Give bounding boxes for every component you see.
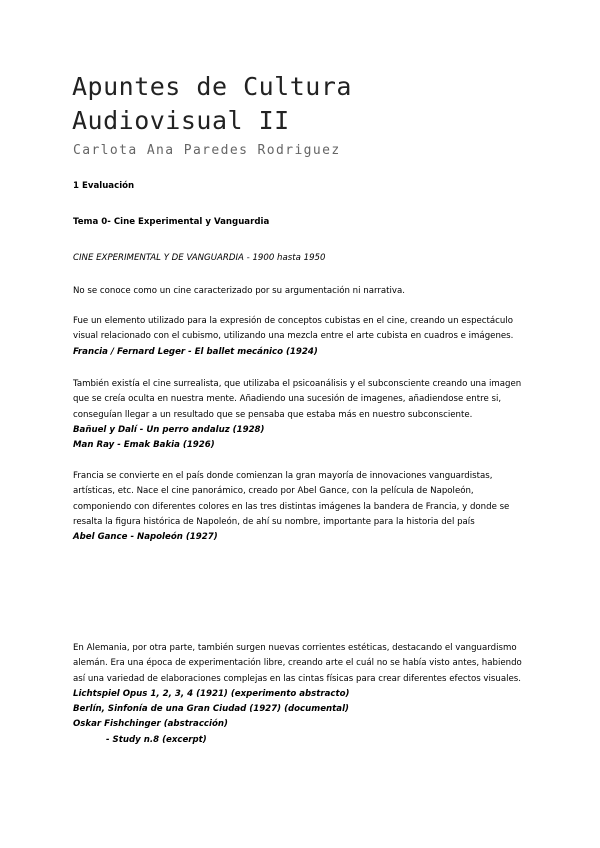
author-subtitle: Carlota Ana Paredes Rodriguez — [73, 143, 341, 158]
paragraph-4 — [73, 469, 533, 545]
paragraph-4-reference: Abel Gance - Napoleón (1927) — [73, 532, 218, 543]
paragraph-2-text: Fue un elemento utilizado para la expresión de conceptos cubistas en el cine, creando un espectáculo visual relacionado con el cubismo, utilizando una mezcla entre el arte cubista en cuadros e imágenes. — [73, 316, 514, 342]
paragraph-1: No se conoce como un cine caracterizado por su argumentación ni narrativa. — [73, 286, 405, 296]
title-line-1: Apuntes de Cultura — [72, 72, 352, 101]
paragraph-3-reference-2: Man Ray - Emak Bakia (1926) — [73, 440, 215, 451]
paragraph-2 — [73, 314, 533, 360]
era-heading: CINE EXPERIMENTAL Y DE VANGUARDIA - 1900 hasta 1950 — [73, 253, 326, 263]
paragraph-5-reference-4: - Study n.8 (excerpt) — [106, 734, 207, 745]
paragraph-5-text: En Alemania, por otra parte, también surgen nuevas corrientes estéticas, destacando el vanguardismo alemán. Era una época de experimentación libre, creando arte el cuál no se había visto antes, habiendo así una variedad de elaboraciones complejas en las cintas físicas para crear diferentes efectos visuales. — [73, 643, 522, 684]
paragraph-5-reference-1: Lichtspiel Opus 1, 2, 3, 4 (1921) (experimento abstracto) — [73, 688, 350, 699]
topic-heading: Tema 0- Cine Experimental y Vanguardia — [73, 217, 270, 227]
paragraph-2-reference: Francia / Fernard Leger - El ballet mecánico (1924) — [73, 346, 318, 357]
title-line-2: Audiovisual II — [72, 106, 290, 135]
document-title — [72, 70, 352, 138]
paragraph-5-reference-2: Berlín, Sinfonía de una Gran Ciudad (1927) (documental) — [73, 704, 349, 715]
paragraph-3-text: También existía el cine surrealista, que utilizaba el psicoanálisis y el subconsciente creando una imagen que se creía oculta en nuestra mente. Añadiendo una sucesión de imagenes, añadiendose entre si, conseguían llegar a un resultado que se pensaba que estaba más en nuestro subconsciente. — [73, 379, 522, 420]
paragraph-5 — [73, 641, 533, 748]
paragraph-5-reference-3: Oskar Fishchinger (abstracción) — [73, 719, 228, 730]
paragraph-4-text: Francia se convierte en el país donde comienzan la gran mayoría de innovaciones vanguardistas, artísticas, etc. Nace el cine panorámico, creado por Abel Gance, con la película de Napoleón, componiendo con diferentes colores en las tres distintas imágenes la bandera de Francia, y donde se resalta la figura histórica de Napoleón, de ahí su nombre, importante para la historia del país — [73, 471, 510, 527]
paragraph-3 — [73, 377, 533, 453]
section-heading: 1 Evaluación — [73, 181, 135, 191]
paragraph-3-reference-1: Bañuel y Dalí - Un perro andaluz (1928) — [73, 424, 265, 435]
